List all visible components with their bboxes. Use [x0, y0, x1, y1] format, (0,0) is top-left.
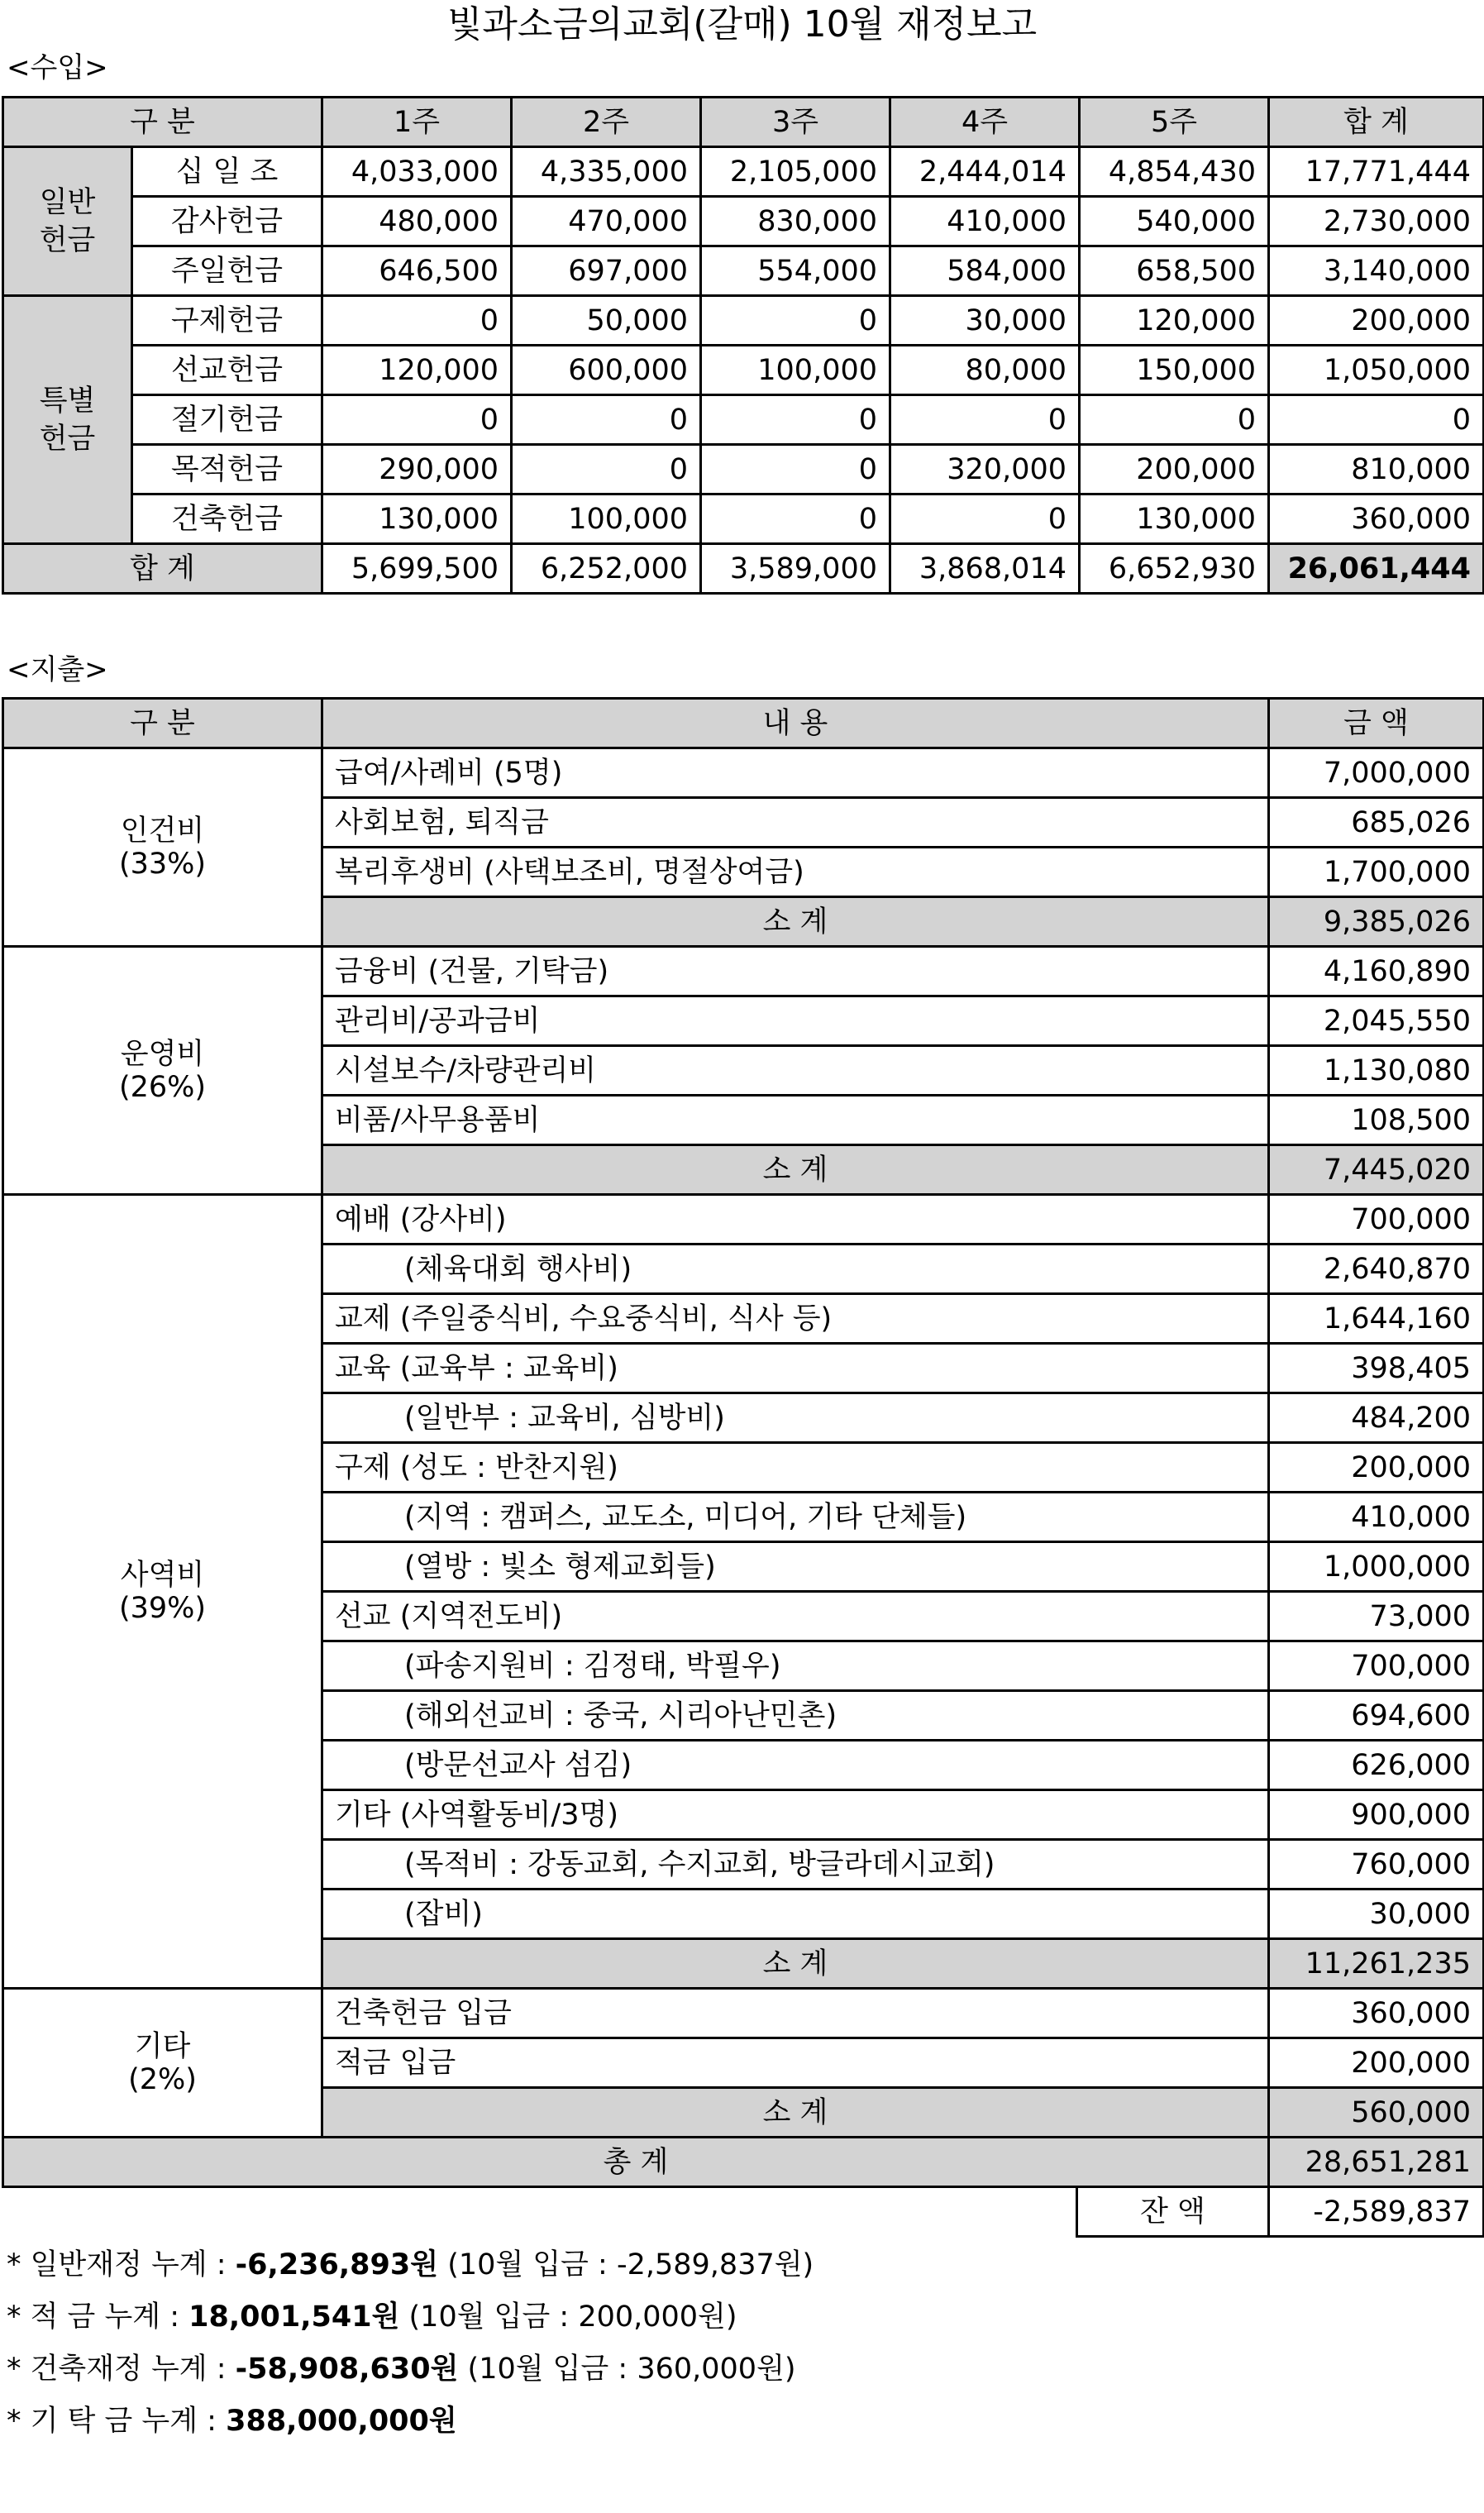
balance-row	[1077, 2187, 1484, 2237]
expense-item-description: 교육 (교육부 : 교육비)	[322, 1344, 1269, 1393]
income-category: 선교헌금	[132, 346, 322, 395]
expense-item-description: 기타 (사역활동비/3명)	[322, 1790, 1269, 1840]
income-row	[3, 246, 1484, 296]
note-detail: (10월 입금 : 200,000원)	[399, 2300, 737, 2334]
income-row-total: 360,000	[1269, 494, 1484, 544]
income-week-value: 30,000	[890, 296, 1080, 346]
income-week-value: 290,000	[322, 445, 512, 494]
expense-row	[3, 748, 1484, 798]
balance-label: 잔 액	[1077, 2187, 1269, 2237]
subtotal-label: 소 계	[322, 897, 1269, 947]
expense-row	[3, 1989, 1484, 2038]
expense-item-amount: 7,000,000	[1269, 748, 1484, 798]
balance-amount: -2,589,837	[1269, 2187, 1484, 2237]
col-header-category: 구 분	[3, 699, 322, 748]
income-row	[3, 197, 1484, 246]
income-week-value: 130,000	[1080, 494, 1269, 544]
income-row	[3, 296, 1484, 346]
expense-item-description: (잡비)	[322, 1890, 1269, 1939]
income-week-value: 0	[512, 395, 701, 445]
expense-item-amount: 685,026	[1269, 798, 1484, 848]
income-week-value: 4,033,000	[322, 147, 512, 197]
expense-item-amount: 1,700,000	[1269, 848, 1484, 897]
expense-group-label: 운영비 (26%)	[3, 947, 322, 1195]
expense-group-label: 인건비 (33%)	[3, 748, 322, 947]
income-row-total: 810,000	[1269, 445, 1484, 494]
expense-item-amount: 2,045,550	[1269, 996, 1484, 1046]
expense-item-description: 시설보수/차량관리비	[322, 1046, 1269, 1096]
expense-item-description: 선교 (지역전도비)	[322, 1592, 1269, 1641]
income-week-total: 5,699,500	[322, 544, 512, 594]
income-week-value: 646,500	[322, 246, 512, 296]
expense-item-description: 관리비/공과금비	[322, 996, 1269, 1046]
expense-row	[3, 1195, 1484, 1245]
expense-item-amount: 1,644,160	[1269, 1294, 1484, 1344]
expense-group-label: 기타 (2%)	[3, 1989, 322, 2138]
expense-item-amount: 1,000,000	[1269, 1542, 1484, 1592]
income-week-value: 150,000	[1080, 346, 1269, 395]
expense-item-description: (해외선교비 : 중국, 시리아난민촌)	[322, 1691, 1269, 1741]
expense-grand-total-row	[3, 2138, 1484, 2187]
income-row-total: 2,730,000	[1269, 197, 1484, 246]
income-week-value: 540,000	[1080, 197, 1269, 246]
income-week-value: 0	[701, 395, 890, 445]
note-building-fund	[7, 2343, 814, 2396]
income-row	[3, 346, 1484, 395]
expense-item-amount: 200,000	[1269, 2038, 1484, 2088]
expense-item-description: 금융비 (건물, 기탁금)	[322, 947, 1269, 996]
income-category: 십 일 조	[132, 147, 322, 197]
note-savings	[7, 2291, 814, 2343]
expense-item-description: 건축헌금 입금	[322, 1989, 1269, 2038]
expense-item-amount: 30,000	[1269, 1890, 1484, 1939]
income-week-value: 2,444,014	[890, 147, 1080, 197]
col-header-category: 구 분	[3, 98, 322, 147]
expense-item-amount: 694,600	[1269, 1691, 1484, 1741]
expense-item-description: 급여/사례비 (5명)	[322, 748, 1269, 798]
expense-item-amount: 410,000	[1269, 1493, 1484, 1542]
expense-header-row	[3, 699, 1484, 748]
expense-item-amount: 626,000	[1269, 1741, 1484, 1790]
expense-item-amount: 108,500	[1269, 1096, 1484, 1145]
expense-item-amount: 73,000	[1269, 1592, 1484, 1641]
income-week-value: 120,000	[1080, 296, 1269, 346]
expense-item-amount: 760,000	[1269, 1840, 1484, 1890]
income-section-label: <수입>	[7, 51, 108, 84]
income-row-total: 1,050,000	[1269, 346, 1484, 395]
income-row-total: 200,000	[1269, 296, 1484, 346]
income-week-value: 130,000	[322, 494, 512, 544]
expense-item-description: 교제 (주일중식비, 수요중식비, 식사 등)	[322, 1294, 1269, 1344]
expense-item-description: 구제 (성도 : 반찬지원)	[322, 1443, 1269, 1493]
income-week-value: 410,000	[890, 197, 1080, 246]
expense-item-description: 사회보험, 퇴직금	[322, 798, 1269, 848]
income-category: 구제헌금	[132, 296, 322, 346]
expense-section-label: <지출>	[7, 653, 108, 686]
expense-item-description: (열방 : 빛소 형제교회들)	[322, 1542, 1269, 1592]
note-amount: 388,000,000원	[226, 2405, 457, 2438]
income-week-value: 0	[701, 445, 890, 494]
note-amount: 18,001,541원	[188, 2300, 400, 2334]
income-week-value: 470,000	[512, 197, 701, 246]
income-row	[3, 147, 1484, 197]
expense-item-description: (파송지원비 : 김정태, 박필우)	[322, 1641, 1269, 1691]
note-general-fund	[7, 2239, 814, 2291]
income-total-label: 합 계	[3, 544, 322, 594]
subtotal-label: 소 계	[322, 2088, 1269, 2138]
income-week-value: 120,000	[322, 346, 512, 395]
income-category: 주일헌금	[132, 246, 322, 296]
note-deposit	[7, 2396, 814, 2448]
income-week-value: 320,000	[890, 445, 1080, 494]
income-week-value: 0	[322, 395, 512, 445]
income-week-value: 0	[701, 494, 890, 544]
expense-item-description: (방문선교사 섬김)	[322, 1741, 1269, 1790]
expense-item-amount: 900,000	[1269, 1790, 1484, 1840]
subtotal-label: 소 계	[322, 1145, 1269, 1195]
income-header-row	[3, 98, 1484, 147]
grand-total-label: 총 계	[3, 2138, 1269, 2187]
income-category: 절기헌금	[132, 395, 322, 445]
note-prefix: * 적 금 누계 :	[7, 2300, 189, 2334]
income-category: 감사헌금	[132, 197, 322, 246]
income-week-value: 0	[512, 445, 701, 494]
income-week-value: 4,854,430	[1080, 147, 1269, 197]
col-header-week2: 2주	[512, 98, 701, 147]
income-row	[3, 445, 1484, 494]
expense-item-amount: 360,000	[1269, 1989, 1484, 2038]
expense-item-amount: 398,405	[1269, 1344, 1484, 1393]
expense-item-description: 복리후생비 (사택보조비, 명절상여금)	[322, 848, 1269, 897]
col-header-total: 합 계	[1269, 98, 1484, 147]
income-row-total: 0	[1269, 395, 1484, 445]
expense-item-amount: 4,160,890	[1269, 947, 1484, 996]
balance-table	[1076, 2186, 1484, 2238]
income-week-value: 100,000	[512, 494, 701, 544]
income-week-total: 3,589,000	[701, 544, 890, 594]
expense-item-description: 적금 입금	[322, 2038, 1269, 2088]
income-table	[2, 96, 1484, 595]
note-prefix: * 기 탁 금 누계 :	[7, 2405, 227, 2438]
expense-item-description: (일반부 : 교육비, 심방비)	[322, 1393, 1269, 1443]
col-header-amount: 금 액	[1269, 699, 1484, 748]
expense-item-amount: 1,130,080	[1269, 1046, 1484, 1096]
income-total-row	[3, 544, 1484, 594]
income-week-value: 0	[1080, 395, 1269, 445]
income-group-label: 특별 헌금	[3, 296, 132, 544]
income-week-value: 554,000	[701, 246, 890, 296]
income-category: 건축헌금	[132, 494, 322, 544]
income-week-value: 2,105,000	[701, 147, 890, 197]
col-header-week4: 4주	[890, 98, 1080, 147]
expense-table-body	[3, 699, 1484, 2187]
income-week-value: 0	[890, 494, 1080, 544]
income-week-value: 830,000	[701, 197, 890, 246]
income-grand-total: 26,061,444	[1269, 544, 1484, 594]
income-week-value: 697,000	[512, 246, 701, 296]
income-week-value: 584,000	[890, 246, 1080, 296]
income-week-value: 0	[322, 296, 512, 346]
col-header-week1: 1주	[322, 98, 512, 147]
subtotal-amount: 11,261,235	[1269, 1939, 1484, 1989]
income-week-total: 6,252,000	[512, 544, 701, 594]
income-week-value: 50,000	[512, 296, 701, 346]
income-week-value: 658,500	[1080, 246, 1269, 296]
subtotal-label: 소 계	[322, 1939, 1269, 1989]
expense-item-description: (목적비 : 강동교회, 수지교회, 방글라데시교회)	[322, 1840, 1269, 1890]
expense-item-amount: 700,000	[1269, 1641, 1484, 1691]
expense-row	[3, 947, 1484, 996]
expense-item-description: 비품/사무용품비	[322, 1096, 1269, 1145]
note-prefix: * 일반재정 누계 :	[7, 2248, 236, 2281]
income-category: 목적헌금	[132, 445, 322, 494]
income-week-value: 0	[701, 296, 890, 346]
income-week-value: 80,000	[890, 346, 1080, 395]
expense-item-amount: 200,000	[1269, 1443, 1484, 1493]
note-amount: -6,236,893원	[235, 2248, 439, 2281]
income-row-total: 17,771,444	[1269, 147, 1484, 197]
income-week-value: 200,000	[1080, 445, 1269, 494]
income-table-body	[3, 98, 1484, 594]
subtotal-amount: 560,000	[1269, 2088, 1484, 2138]
subtotal-amount: 9,385,026	[1269, 897, 1484, 947]
income-week-value: 0	[890, 395, 1080, 445]
page-title: 빛과소금의교회(갈매) 10월 재정보고	[446, 3, 1038, 45]
income-week-total: 6,652,930	[1080, 544, 1269, 594]
income-week-value: 600,000	[512, 346, 701, 395]
expense-item-description: 예배 (강사비)	[322, 1195, 1269, 1245]
col-header-week5: 5주	[1080, 98, 1269, 147]
col-header-description: 내 용	[322, 699, 1269, 748]
expense-group-label: 사역비 (39%)	[3, 1195, 322, 1989]
income-row-total: 3,140,000	[1269, 246, 1484, 296]
expense-item-amount: 2,640,870	[1269, 1245, 1484, 1294]
note-amount: -58,908,630원	[235, 2353, 459, 2386]
expense-item-amount: 700,000	[1269, 1195, 1484, 1245]
subtotal-amount: 7,445,020	[1269, 1145, 1484, 1195]
income-week-total: 3,868,014	[890, 544, 1080, 594]
income-row	[3, 395, 1484, 445]
expense-item-amount: 484,200	[1269, 1393, 1484, 1443]
expense-table	[2, 697, 1484, 2188]
income-week-value: 100,000	[701, 346, 890, 395]
expense-item-description: (체육대회 행사비)	[322, 1245, 1269, 1294]
grand-total-amount: 28,651,281	[1269, 2138, 1484, 2187]
income-group-label: 일반 헌금	[3, 147, 132, 296]
note-detail: (10월 입금 : 360,000원)	[458, 2353, 796, 2386]
income-row	[3, 494, 1484, 544]
notes	[7, 2239, 814, 2448]
note-prefix: * 건축재정 누계 :	[7, 2353, 236, 2386]
income-week-value: 4,335,000	[512, 147, 701, 197]
income-week-value: 480,000	[322, 197, 512, 246]
note-detail: (10월 입금 : -2,589,837원)	[438, 2248, 814, 2281]
col-header-week3: 3주	[701, 98, 890, 147]
expense-item-description: (지역 : 캠퍼스, 교도소, 미디어, 기타 단체들)	[322, 1493, 1269, 1542]
